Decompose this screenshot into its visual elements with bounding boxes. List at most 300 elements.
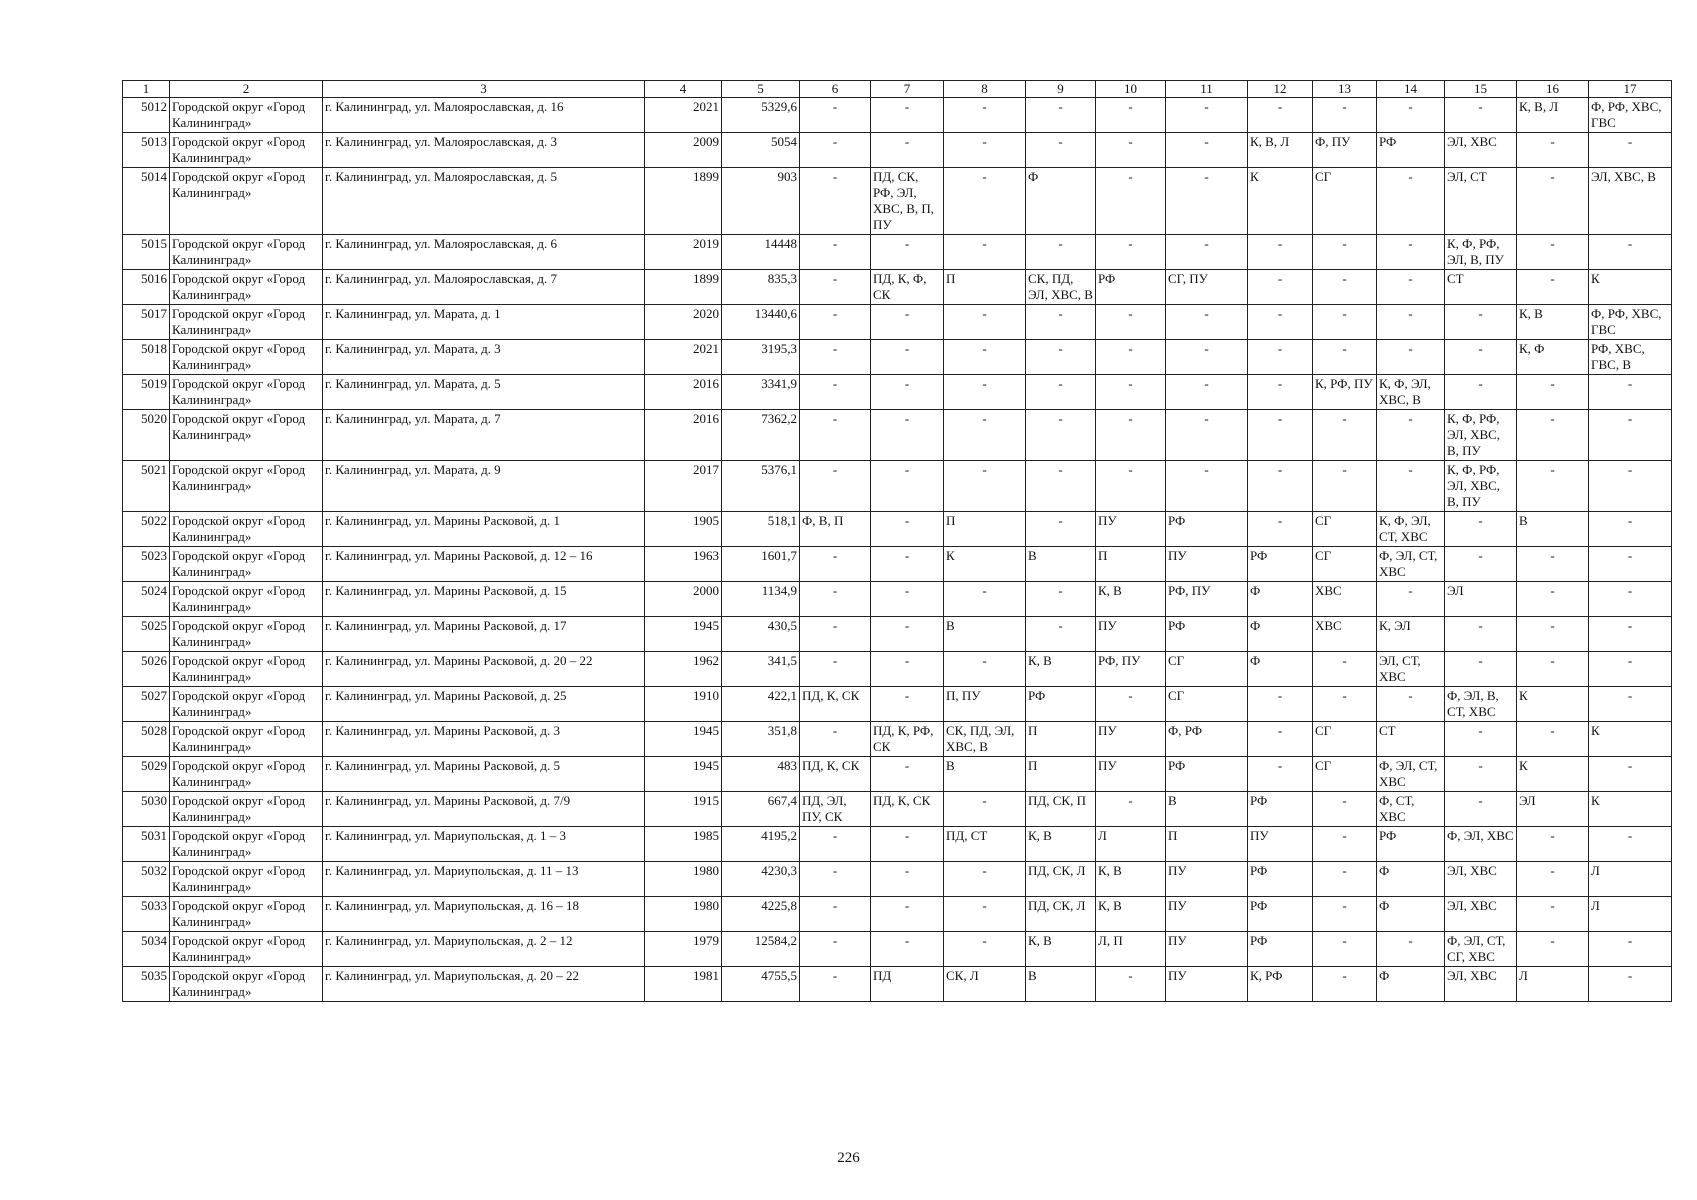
col-16-cell: - [1517,461,1589,512]
col-6-cell: - [800,375,871,410]
col-11-cell: ПУ [1166,932,1248,967]
year-cell: 2021 [645,98,722,133]
col-7-cell: - [871,512,944,547]
col-14-cell: РФ [1377,827,1445,862]
col-15-cell: Ф, ЭЛ, СТ, СГ, ХВС [1445,932,1517,967]
col-16-cell: К [1517,687,1589,722]
col-17-cell: К [1589,270,1672,305]
col-15-cell: СТ [1445,270,1517,305]
year-cell: 2019 [645,235,722,270]
col-14-cell: Ф, ЭЛ, СТ, ХВС [1377,547,1445,582]
municipality-cell: Городской округ «Город Калининград» [170,862,323,897]
col-7-cell: - [871,410,944,461]
col-16-cell: - [1517,582,1589,617]
col-6-cell: - [800,461,871,512]
column-header-1: 1 [123,81,170,98]
col-9-cell: В [1026,967,1096,1002]
municipality-cell: Городской округ «Город Калининград» [170,617,323,652]
col-14-cell: РФ [1377,133,1445,168]
col-17-cell: - [1589,617,1672,652]
col-9-cell: - [1026,305,1096,340]
table-row [123,375,1672,410]
col-13-cell: - [1313,461,1377,512]
page-number: 226 [837,1150,860,1166]
col-7-cell: - [871,375,944,410]
col-15-cell: ЭЛ, ХВС [1445,133,1517,168]
table-row [123,305,1672,340]
col-14-cell: Ф [1377,897,1445,932]
municipality-cell: Городской округ «Город Калининград» [170,932,323,967]
area-cell: 351,8 [722,722,800,757]
year-cell: 1980 [645,897,722,932]
col-16-cell: - [1517,722,1589,757]
col-11-cell: СГ [1166,687,1248,722]
col-15-cell: ЭЛ, СТ [1445,168,1517,235]
area-cell: 5054 [722,133,800,168]
col-17-cell: Л [1589,862,1672,897]
col-15-cell: К, Ф, РФ, ЭЛ, ХВС, В, ПУ [1445,410,1517,461]
col-7-cell: - [871,340,944,375]
col-11-cell: - [1166,375,1248,410]
area-cell: 3341,9 [722,375,800,410]
col-7-cell: ПД, К, СК [871,792,944,827]
col-9-cell: - [1026,340,1096,375]
col-15-cell: ЭЛ [1445,582,1517,617]
col-7-cell: - [871,687,944,722]
col-13-cell: СГ [1313,512,1377,547]
area-cell: 1601,7 [722,547,800,582]
col-16-cell: - [1517,827,1589,862]
year-cell: 1985 [645,827,722,862]
col-9-cell: Ф [1026,168,1096,235]
col-13-cell: - [1313,340,1377,375]
row-number-cell: 5012 [123,98,170,133]
col-17-cell: К [1589,792,1672,827]
table-row [123,235,1672,270]
municipality-cell: Городской округ «Город Калининград» [170,168,323,235]
table-row [123,582,1672,617]
col-9-cell: - [1026,235,1096,270]
table-row [123,340,1672,375]
table-row [123,547,1672,582]
area-cell: 14448 [722,235,800,270]
col-7-cell: ПД, К, РФ, СК [871,722,944,757]
col-13-cell: К, РФ, ПУ [1313,375,1377,410]
col-8-cell: - [944,410,1026,461]
col-15-cell: - [1445,617,1517,652]
col-7-cell: ПД, СК, РФ, ЭЛ, ХВС, В, П, ПУ [871,168,944,235]
col-15-cell: ЭЛ, ХВС [1445,967,1517,1002]
col-8-cell: - [944,932,1026,967]
col-16-cell: - [1517,168,1589,235]
area-cell: 4230,3 [722,862,800,897]
area-cell: 835,3 [722,270,800,305]
area-cell: 483 [722,757,800,792]
col-15-cell: К, Ф, РФ, ЭЛ, ХВС, В, ПУ [1445,461,1517,512]
col-16-cell: - [1517,133,1589,168]
col-7-cell: - [871,932,944,967]
col-17-cell: РФ, ХВС, ГВС, В [1589,340,1672,375]
year-cell: 2017 [645,461,722,512]
row-number-cell: 5030 [123,792,170,827]
col-14-cell: - [1377,582,1445,617]
col-8-cell: - [944,652,1026,687]
table-row [123,792,1672,827]
area-cell: 5329,6 [722,98,800,133]
row-number-cell: 5021 [123,461,170,512]
col-9-cell: П [1026,757,1096,792]
col-10-cell: - [1096,375,1166,410]
column-header-13: 13 [1313,81,1377,98]
col-12-cell: - [1248,305,1313,340]
col-11-cell: РФ [1166,617,1248,652]
row-number-cell: 5018 [123,340,170,375]
table-row [123,461,1672,512]
row-number-cell: 5017 [123,305,170,340]
area-cell: 5376,1 [722,461,800,512]
col-11-cell: В [1166,792,1248,827]
col-13-cell: СГ [1313,547,1377,582]
col-16-cell: - [1517,410,1589,461]
address-cell: г. Калининград, ул. Марины Расковой, д. 17 [323,617,645,652]
col-12-cell: Ф [1248,617,1313,652]
municipality-cell: Городской округ «Город Калининград» [170,461,323,512]
col-7-cell: - [871,133,944,168]
col-6-cell: ПД, К, СК [800,687,871,722]
municipality-cell: Городской округ «Город Калининград» [170,757,323,792]
col-11-cell: - [1166,305,1248,340]
col-15-cell: - [1445,305,1517,340]
col-10-cell: РФ [1096,270,1166,305]
column-header-9: 9 [1026,81,1096,98]
column-header-16: 16 [1517,81,1589,98]
municipality-cell: Городской округ «Город Калининград» [170,512,323,547]
col-6-cell: - [800,722,871,757]
area-cell: 3195,3 [722,340,800,375]
col-14-cell: - [1377,461,1445,512]
col-12-cell: - [1248,270,1313,305]
col-6-cell: - [800,897,871,932]
col-6-cell: - [800,862,871,897]
year-cell: 1905 [645,512,722,547]
col-8-cell: - [944,340,1026,375]
row-number-cell: 5015 [123,235,170,270]
col-12-cell: - [1248,512,1313,547]
address-cell: г. Калининград, ул. Малоярославская, д. 7 [323,270,645,305]
row-number-cell: 5032 [123,862,170,897]
area-cell: 4195,2 [722,827,800,862]
address-cell: г. Калининград, ул. Марины Расковой, д. 5 [323,757,645,792]
col-6-cell: ПД, К, СК [800,757,871,792]
col-10-cell: Л, П [1096,932,1166,967]
row-number-cell: 5035 [123,967,170,1002]
col-9-cell: СК, ПД, ЭЛ, ХВС, В [1026,270,1096,305]
col-12-cell: - [1248,722,1313,757]
year-cell: 1899 [645,168,722,235]
area-cell: 341,5 [722,652,800,687]
col-15-cell: - [1445,98,1517,133]
row-number-cell: 5025 [123,617,170,652]
col-17-cell: - [1589,967,1672,1002]
col-6-cell: - [800,305,871,340]
col-14-cell: - [1377,270,1445,305]
col-9-cell: П [1026,722,1096,757]
row-number-cell: 5019 [123,375,170,410]
col-9-cell: - [1026,617,1096,652]
col-6-cell: - [800,582,871,617]
col-14-cell: К, ЭЛ [1377,617,1445,652]
table-row [123,133,1672,168]
col-13-cell: - [1313,687,1377,722]
address-cell: г. Калининград, ул. Марата, д. 5 [323,375,645,410]
address-cell: г. Калининград, ул. Марата, д. 3 [323,340,645,375]
table-row [123,932,1672,967]
col-9-cell: В [1026,547,1096,582]
col-8-cell: - [944,792,1026,827]
municipality-cell: Городской округ «Город Калининград» [170,547,323,582]
col-16-cell: В [1517,512,1589,547]
column-header-4: 4 [645,81,722,98]
col-11-cell: ПУ [1166,967,1248,1002]
col-15-cell: - [1445,792,1517,827]
municipality-cell: Городской округ «Город Калининград» [170,133,323,168]
address-cell: г. Калининград, ул. Малоярославская, д. 5 [323,168,645,235]
col-16-cell: - [1517,932,1589,967]
address-cell: г. Калининград, ул. Мариупольская, д. 1 – 3 [323,827,645,862]
municipality-cell: Городской округ «Город Калининград» [170,235,323,270]
area-cell: 667,4 [722,792,800,827]
col-8-cell: - [944,375,1026,410]
col-11-cell: СГ [1166,652,1248,687]
municipality-cell: Городской округ «Город Калининград» [170,270,323,305]
col-12-cell: Ф [1248,582,1313,617]
col-13-cell: - [1313,862,1377,897]
col-9-cell: ПД, СК, Л [1026,897,1096,932]
col-13-cell: - [1313,652,1377,687]
table-row [123,862,1672,897]
row-number-cell: 5027 [123,687,170,722]
column-header-11: 11 [1166,81,1248,98]
col-15-cell: ЭЛ, ХВС [1445,862,1517,897]
col-8-cell: - [944,235,1026,270]
col-13-cell: ХВС [1313,617,1377,652]
col-13-cell: - [1313,967,1377,1002]
year-cell: 2016 [645,375,722,410]
col-6-cell: - [800,547,871,582]
col-14-cell: Ф [1377,862,1445,897]
col-17-cell: - [1589,582,1672,617]
col-11-cell: П [1166,827,1248,862]
col-6-cell: ПД, ЭЛ, ПУ, СК [800,792,871,827]
col-11-cell: СГ, ПУ [1166,270,1248,305]
col-16-cell: - [1517,547,1589,582]
col-10-cell: - [1096,235,1166,270]
col-17-cell: Л [1589,897,1672,932]
col-14-cell: Ф, ЭЛ, СТ, ХВС [1377,757,1445,792]
col-9-cell: К, В [1026,652,1096,687]
register-table-container [122,80,1671,1002]
col-15-cell: - [1445,547,1517,582]
col-17-cell: - [1589,827,1672,862]
col-14-cell: ЭЛ, СТ, ХВС [1377,652,1445,687]
col-12-cell: ПУ [1248,827,1313,862]
year-cell: 2016 [645,410,722,461]
column-header-2: 2 [170,81,323,98]
address-cell: г. Калининград, ул. Мариупольская, д. 11 – 13 [323,862,645,897]
address-cell: г. Калининград, ул. Марата, д. 7 [323,410,645,461]
col-7-cell: - [871,235,944,270]
municipality-cell: Городской округ «Город Калининград» [170,967,323,1002]
address-cell: г. Калининград, ул. Марины Расковой, д. 3 [323,722,645,757]
col-17-cell: - [1589,652,1672,687]
col-11-cell: РФ [1166,757,1248,792]
year-cell: 1945 [645,757,722,792]
col-11-cell: - [1166,235,1248,270]
col-15-cell: - [1445,512,1517,547]
col-11-cell: - [1166,461,1248,512]
col-13-cell: - [1313,235,1377,270]
table-row [123,98,1672,133]
col-12-cell: К, В, Л [1248,133,1313,168]
column-header-12: 12 [1248,81,1313,98]
address-cell: г. Калининград, ул. Марины Расковой, д. 15 [323,582,645,617]
year-cell: 1980 [645,862,722,897]
municipality-cell: Городской округ «Город Калининград» [170,897,323,932]
col-13-cell: - [1313,305,1377,340]
municipality-cell: Городской округ «Город Калининград» [170,305,323,340]
col-12-cell: - [1248,98,1313,133]
address-cell: г. Калининград, ул. Марины Расковой, д. 12 – 16 [323,547,645,582]
col-7-cell: - [871,617,944,652]
col-8-cell: - [944,305,1026,340]
area-cell: 4225,8 [722,897,800,932]
col-12-cell: - [1248,410,1313,461]
col-14-cell: - [1377,932,1445,967]
row-number-cell: 5031 [123,827,170,862]
col-17-cell: - [1589,547,1672,582]
row-number-cell: 5026 [123,652,170,687]
municipality-cell: Городской округ «Город Калининград» [170,582,323,617]
col-12-cell: Ф [1248,652,1313,687]
col-6-cell: - [800,168,871,235]
col-13-cell: - [1313,792,1377,827]
col-14-cell: - [1377,98,1445,133]
col-15-cell: ЭЛ, ХВС [1445,897,1517,932]
col-13-cell: - [1313,827,1377,862]
col-7-cell: - [871,547,944,582]
municipality-cell: Городской округ «Город Калининград» [170,375,323,410]
col-9-cell: - [1026,133,1096,168]
col-8-cell: ПД, СТ [944,827,1026,862]
col-11-cell: РФ [1166,512,1248,547]
col-6-cell: - [800,410,871,461]
col-8-cell: СК, ПД, ЭЛ, ХВС, В [944,722,1026,757]
column-header-row [123,81,1672,98]
row-number-cell: 5024 [123,582,170,617]
col-13-cell: СГ [1313,168,1377,235]
col-10-cell: - [1096,792,1166,827]
col-17-cell: - [1589,512,1672,547]
col-11-cell: - [1166,98,1248,133]
col-7-cell: ПД, К, Ф, СК [871,270,944,305]
area-cell: 903 [722,168,800,235]
col-10-cell: - [1096,133,1166,168]
address-cell: г. Калининград, ул. Марата, д. 9 [323,461,645,512]
row-number-cell: 5016 [123,270,170,305]
col-7-cell: - [871,98,944,133]
col-12-cell: РФ [1248,547,1313,582]
col-9-cell: К, В [1026,827,1096,862]
table-row [123,897,1672,932]
column-header-8: 8 [944,81,1026,98]
address-cell: г. Калининград, ул. Мариупольская, д. 16 – 18 [323,897,645,932]
col-13-cell: СГ [1313,722,1377,757]
col-12-cell: - [1248,235,1313,270]
col-7-cell: - [871,582,944,617]
col-8-cell: К [944,547,1026,582]
col-15-cell: - [1445,340,1517,375]
col-7-cell: - [871,757,944,792]
year-cell: 1963 [645,547,722,582]
col-11-cell: РФ, ПУ [1166,582,1248,617]
col-9-cell: ПД, СК, П [1026,792,1096,827]
col-9-cell: К, В [1026,932,1096,967]
year-cell: 1981 [645,967,722,1002]
col-12-cell: - [1248,757,1313,792]
col-16-cell: - [1517,270,1589,305]
row-number-cell: 5028 [123,722,170,757]
row-number-cell: 5022 [123,512,170,547]
col-14-cell: - [1377,235,1445,270]
address-cell: г. Калининград, ул. Малоярославская, д. 16 [323,98,645,133]
col-13-cell: - [1313,270,1377,305]
address-cell: г. Калининград, ул. Марины Расковой, д. 7/9 [323,792,645,827]
col-10-cell: ПУ [1096,757,1166,792]
column-header-17: 17 [1589,81,1672,98]
municipality-cell: Городской округ «Город Калининград» [170,410,323,461]
col-10-cell: П [1096,547,1166,582]
col-10-cell: - [1096,687,1166,722]
col-17-cell: ЭЛ, ХВС, В [1589,168,1672,235]
col-13-cell: - [1313,897,1377,932]
table-row [123,827,1672,862]
col-17-cell: - [1589,235,1672,270]
col-10-cell: - [1096,98,1166,133]
year-cell: 1910 [645,687,722,722]
col-11-cell: - [1166,133,1248,168]
col-17-cell: - [1589,757,1672,792]
col-9-cell: - [1026,410,1096,461]
col-7-cell: - [871,652,944,687]
address-cell: г. Калининград, ул. Марата, д. 1 [323,305,645,340]
col-13-cell: - [1313,410,1377,461]
year-cell: 2000 [645,582,722,617]
area-cell: 4755,5 [722,967,800,1002]
municipality-cell: Городской округ «Город Калининград» [170,722,323,757]
address-cell: г. Калининград, ул. Марины Расковой, д. 20 – 22 [323,652,645,687]
col-11-cell: - [1166,410,1248,461]
col-6-cell: - [800,270,871,305]
table-row [123,967,1672,1002]
col-6-cell: Ф, В, П [800,512,871,547]
column-header-7: 7 [871,81,944,98]
col-14-cell: - [1377,687,1445,722]
col-13-cell: - [1313,98,1377,133]
area-cell: 12584,2 [722,932,800,967]
row-number-cell: 5029 [123,757,170,792]
col-16-cell: - [1517,235,1589,270]
year-cell: 1945 [645,722,722,757]
